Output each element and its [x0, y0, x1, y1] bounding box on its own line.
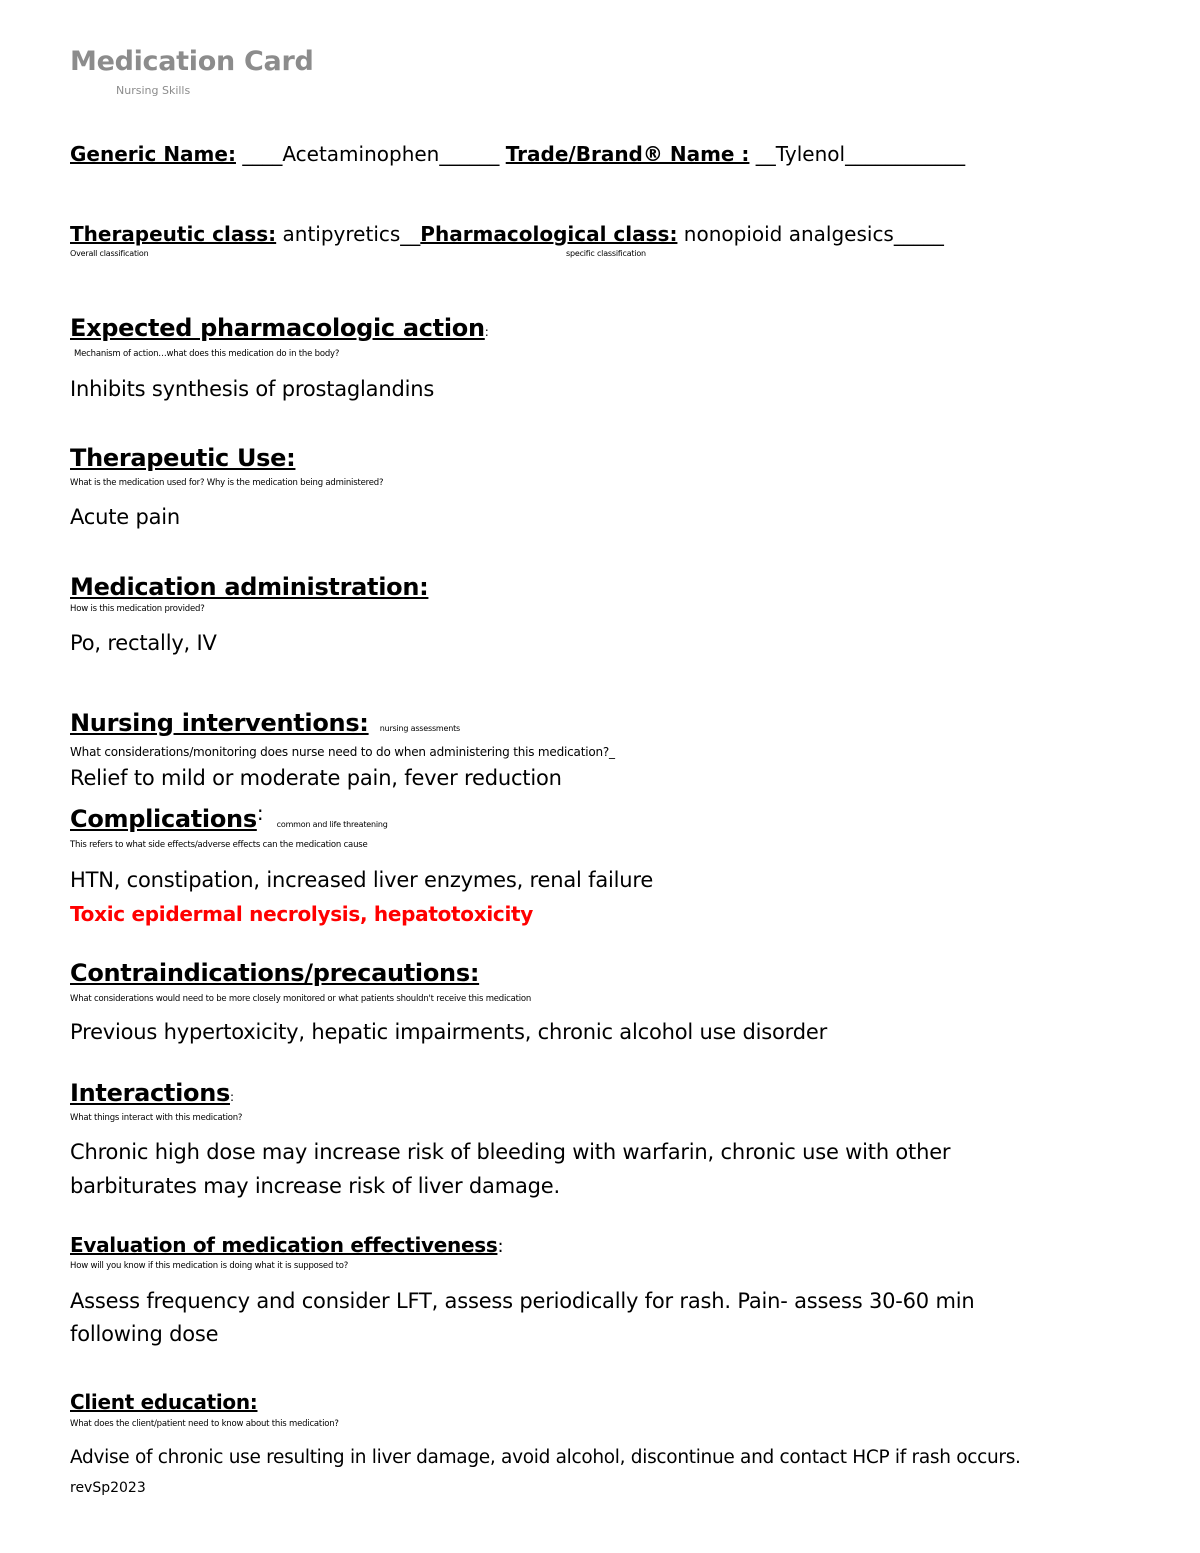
action-heading-suffix: :	[484, 325, 489, 339]
interactions-heading-suffix: :	[229, 1090, 235, 1104]
administration-note: How is this medication provided?	[70, 604, 205, 614]
evaluation-heading: Evaluation of medication effectiveness	[70, 1233, 498, 1257]
complications-answer-red: Toxic epidermal necrolysis, hepatotoxicity	[70, 902, 533, 926]
pharmacological-class-value: nonopioid analgesics_____	[677, 222, 944, 246]
contraindications-heading: Contraindications/precautions:	[70, 959, 480, 987]
interactions-heading: Interactions	[70, 1079, 230, 1107]
generic-name-value: ____Acetaminophen______	[235, 142, 506, 166]
revision-footer: revSp2023	[70, 1480, 146, 1496]
page-subtitle: Nursing Skills	[116, 84, 191, 97]
use-answer: Acute pain	[70, 505, 181, 529]
evaluation-answer-line2: following dose	[70, 1322, 219, 1346]
interventions-inline-note: nursing assessments	[379, 724, 461, 733]
interventions-heading: Nursing interventions:	[70, 709, 369, 737]
use-heading: Therapeutic Use:	[70, 444, 296, 472]
action-note: Mechanism of action…what does this medication do in the body?	[74, 349, 340, 359]
trade-name-value: __Tylenol____________	[749, 142, 966, 166]
action-heading-row	[70, 314, 489, 342]
interactions-answer-line2: barbiturates may increase risk of liver damage.	[70, 1174, 560, 1198]
administration-heading: Medication administration:	[70, 573, 429, 601]
complications-heading: Complications	[70, 805, 257, 833]
contraindications-note: What considerations would need to be more closely monitored or what patients shouldn't receive this medication	[70, 994, 532, 1004]
education-heading: Client education:	[70, 1390, 258, 1414]
interactions-answer-line1: Chronic high dose may increase risk of bleeding with warfarin, chronic use with other	[70, 1140, 951, 1164]
evaluation-answer-line1: Assess frequency and consider LFT, assess periodically for rash. Pain- assess 30-60 min	[70, 1289, 975, 1313]
complications-answer: HTN, constipation, increased liver enzymes, renal failure	[70, 868, 654, 892]
complications-inline-note: common and life threatening	[276, 820, 388, 829]
interventions-heading-row	[70, 709, 460, 737]
contraindications-answer: Previous hypertoxicity, hepatic impairments, chronic alcohol use disorder	[70, 1020, 828, 1044]
evaluation-note: How will you know if this medication is doing what it is supposed to?	[70, 1261, 349, 1271]
complications-note: This refers to what side effects/adverse effects can the medication cause	[70, 840, 368, 850]
evaluation-heading-row	[70, 1233, 504, 1257]
evaluation-heading-suffix: :	[497, 1236, 504, 1257]
therapeutic-class-value: antipyretics__	[276, 222, 421, 246]
use-note: What is the medication used for? Why is the medication being administered?	[70, 478, 384, 488]
pharmacological-class-label: Pharmacological class:	[420, 222, 678, 246]
education-note: What does the client/patient need to know about this medication?	[70, 1419, 339, 1429]
interactions-heading-row	[70, 1079, 234, 1107]
overall-classification-note: Overall classification	[70, 249, 149, 258]
classes-row	[70, 222, 944, 246]
interventions-answer: Relief to mild or moderate pain, fever reduction	[70, 766, 562, 790]
complications-heading-suffix: :	[256, 801, 264, 825]
complications-heading-row	[70, 801, 388, 833]
names-row	[70, 142, 965, 166]
interventions-note: What considerations/monitoring does nurse need to do when administering this medication?_	[70, 745, 615, 759]
therapeutic-class-label: Therapeutic class:	[70, 222, 277, 246]
page-title: Medication Card	[70, 46, 314, 77]
education-answer: Advise of chronic use resulting in liver damage, avoid alcohol, discontinue and contact HCP if rash occurs.	[70, 1447, 1021, 1468]
action-answer: Inhibits synthesis of prostaglandins	[70, 377, 435, 401]
interactions-note: What things interact with this medication?	[70, 1113, 243, 1123]
trade-name-label: Trade/Brand® Name :	[505, 142, 750, 166]
specific-classification-note: specific classification	[566, 249, 646, 258]
action-heading: Expected pharmacologic action	[70, 314, 485, 342]
generic-name-label: Generic Name:	[70, 142, 236, 166]
administration-answer: Po, rectally, IV	[70, 631, 217, 655]
